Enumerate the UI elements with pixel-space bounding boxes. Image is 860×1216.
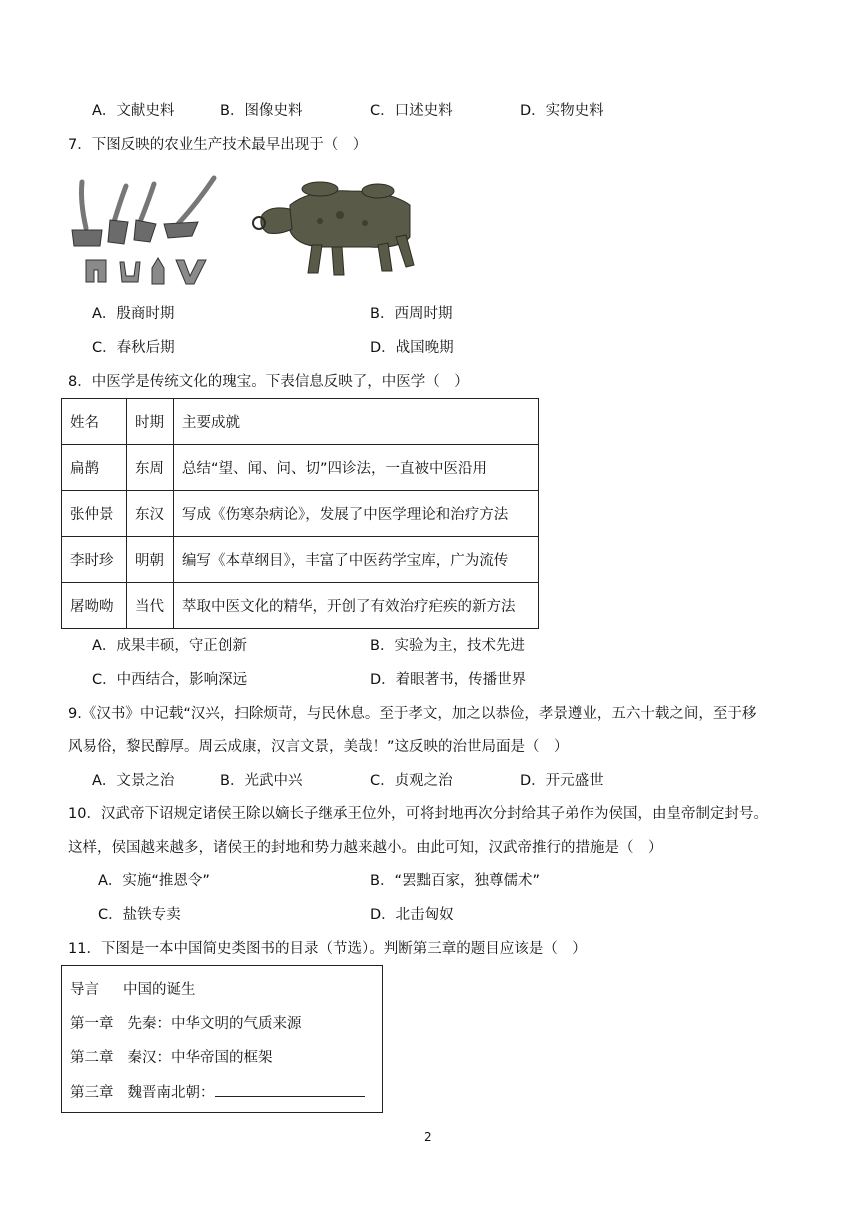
toc-title: 魏晋南北朝： — [127, 1085, 215, 1101]
toc-chapter: 第二章 — [70, 1050, 114, 1066]
q9-option-c: C．贞观之治 — [370, 773, 453, 789]
table-cell: 张仲景 — [62, 491, 127, 537]
toc-row — [70, 1014, 302, 1034]
q10-option-a: A．实施“推恩令” — [98, 873, 210, 889]
toc-title: 先秦：中华文明的气质来源 — [127, 1016, 302, 1032]
table-cell: 当代 — [127, 583, 174, 629]
answer-blank — [215, 1082, 365, 1097]
q6-option-d: D．实物史料 — [520, 103, 604, 119]
q10-option-d: D．北击匈奴 — [370, 907, 454, 923]
toc-row — [70, 1048, 273, 1068]
q7-option-a: A．殷商时期 — [92, 306, 175, 322]
table-cell: 扁鹊 — [62, 445, 127, 491]
table-cell: 编写《本草纲目》，丰富了中医药学宝库，广为流传 — [174, 537, 539, 583]
header-cell: 姓名 — [62, 399, 127, 445]
iron-farming-tools-image — [68, 172, 218, 290]
table-cell: 东周 — [127, 445, 174, 491]
medicine-table — [61, 398, 539, 629]
page-number: 2 — [424, 1130, 432, 1144]
q8-option-a: A．成果丰硕，守正创新 — [92, 638, 247, 654]
table-cell: 萃取中医文化的精华，开创了有效治疗疟疾的新方法 — [174, 583, 539, 629]
toc-row — [70, 980, 196, 1000]
table-row — [62, 445, 539, 491]
q9-stem-line1: 9.《汉书》中记载“汉兴，扫除烦苛，与民休息。至于孝文，加之以恭俭，孝景遵业，五六十载之间，至于移 — [68, 706, 757, 722]
table-header-row — [62, 399, 539, 445]
q7-stem: 7．下图反映的农业生产技术最早出现于（ ） — [68, 137, 368, 153]
q6-option-c: C．口述史料 — [370, 103, 453, 119]
table-cell: 屠呦呦 — [62, 583, 127, 629]
ox-bronze-vessel-image — [250, 175, 420, 280]
q10-stem-line1: 10．汉武帝下诏规定诸侯王除以嫡长子继承王位外，可将封地再次分封给其子弟作为侯国，由皇帝制定封号。 — [68, 806, 768, 822]
toc-title: 中国的诞生 — [123, 982, 196, 998]
q8-option-d: D．着眼著书，传播世界 — [370, 672, 527, 688]
table-cell: 总结“望、闻、问、切”四诊法，一直被中医沿用 — [174, 445, 539, 491]
q8-option-c: C．中西结合，影响深远 — [92, 672, 248, 688]
q10-option-b: B．“罢黜百家，独尊儒术” — [370, 873, 540, 889]
table-row — [62, 537, 539, 583]
q7-option-b: B．西周时期 — [370, 306, 453, 322]
table-cell: 明朝 — [127, 537, 174, 583]
q6-option-b: B．图像史料 — [220, 103, 303, 119]
toc-chapter: 第三章 — [70, 1085, 114, 1101]
table-row — [62, 491, 539, 537]
table-cell: 李时珍 — [62, 537, 127, 583]
toc-row — [70, 1082, 365, 1103]
book-contents-box — [61, 965, 383, 1113]
q8-stem: 8．中医学是传统文化的瑰宝。下表信息反映了，中医学（ ） — [68, 374, 469, 390]
toc-title: 秦汉：中华帝国的框架 — [127, 1050, 273, 1066]
q7-option-c: C．春秋后期 — [92, 340, 175, 356]
table-cell: 写成《伤寒杂病论》，发展了中医学理论和治疗方法 — [174, 491, 539, 537]
q9-stem-line2: 风易俗，黎民醇厚。周云成康，汉言文景，美哉！”这反映的治世局面是（ ） — [68, 739, 569, 755]
q10-stem-line2: 这样，侯国越来越多，诸侯王的封地和势力越来越小。由此可知，汉武帝推行的措施是（ ） — [68, 840, 663, 856]
q9-option-b: B．光武中兴 — [220, 773, 303, 789]
q6-option-a: A．文献史料 — [92, 103, 175, 119]
q8-option-b: B．实验为主，技术先进 — [370, 638, 525, 654]
toc-chapter: 导言 — [70, 982, 99, 998]
q7-option-d: D．战国晚期 — [370, 340, 454, 356]
q9-option-a: A．文景之治 — [92, 773, 175, 789]
q9-option-d: D．开元盛世 — [520, 773, 604, 789]
table-row — [62, 583, 539, 629]
header-cell: 主要成就 — [174, 399, 539, 445]
q10-option-c: C．盐铁专卖 — [98, 907, 181, 923]
toc-chapter: 第一章 — [70, 1016, 114, 1032]
table-cell: 东汉 — [127, 491, 174, 537]
q11-stem: 11．下图是一本中国简史类图书的目录（节选）。判断第三章的题目应该是（ ） — [68, 941, 587, 957]
header-cell: 时期 — [127, 399, 174, 445]
